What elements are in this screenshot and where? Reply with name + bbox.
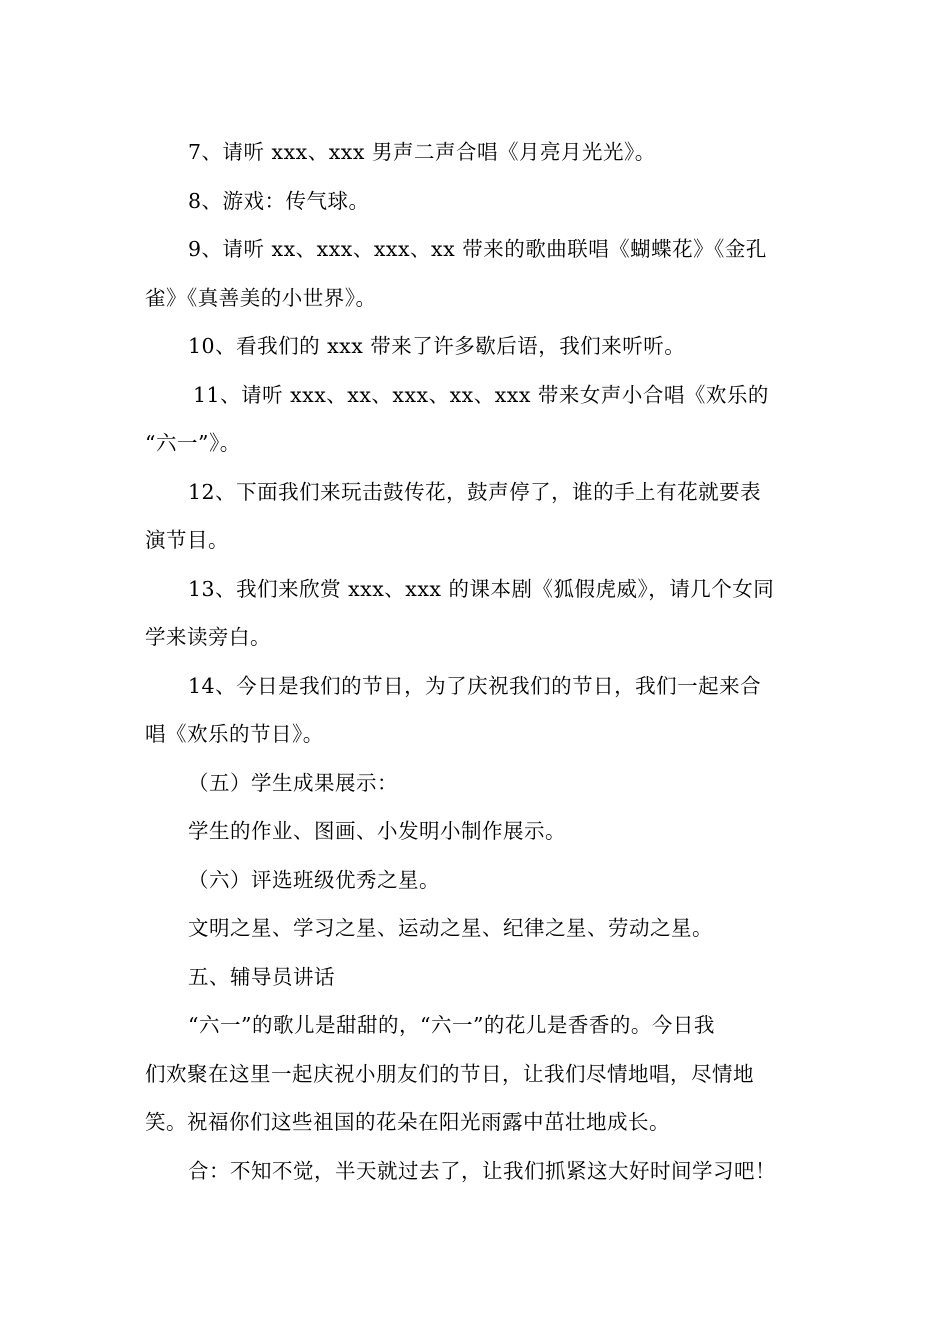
document-body <box>145 128 810 1195</box>
item-10: 10、看我们的 xxx 带来了许多歇后语，我们来听听。 <box>188 334 686 358</box>
closing-line: 合：不知不觉，半天就过去了，让我们抓紧这大好时间学习吧！ <box>188 1158 776 1183</box>
section-five-text: 学生的作业、图画、小发明小制作展示。 <box>188 819 566 843</box>
item-9-line-2: 雀》《真善美的小世界》。 <box>145 285 377 310</box>
item-13-line-2: 学来读旁白。 <box>145 625 271 649</box>
speech-heading: 五、辅导员讲话 <box>188 964 335 989</box>
item-13-line-1: 13、我们来欣赏 xxx、xxx 的课本剧《狐假虎威》，请几个女同 <box>188 576 775 601</box>
item-11-line-2: “六一”》。 <box>145 431 241 455</box>
section-five-heading: （五）学生成果展示： <box>188 770 398 795</box>
item-12-line-1: 12、下面我们来玩击鼓传花，鼓声停了，谁的手上有花就要表 <box>188 479 762 504</box>
item-9-line-1: 9、请听 xx、xxx、xxx、xx 带来的歌曲联唱《蝴蝶花》《金孔 <box>188 237 767 261</box>
speech-line-3: 笑。祝福你们这些祖国的花朵在阳光雨露中茁壮地成长。 <box>145 1110 670 1134</box>
item-14-line-1: 14、今日是我们的节日，为了庆祝我们的节日，我们一起来合 <box>188 673 762 698</box>
item-14-line-2: 唱《欢乐的节日》。 <box>145 722 324 746</box>
speech-line-2: 们欢聚在这里一起庆祝小朋友们的节日，让我们尽情地唱，尽情地 <box>145 1061 754 1086</box>
section-six-heading: （六）评选班级优秀之星。 <box>188 867 440 892</box>
speech-line-1: “六一”的歌儿是甜甜的，“六一”的花儿是香香的。今日我 <box>188 1013 715 1037</box>
item-12-line-2: 演节目。 <box>145 528 229 552</box>
item-7: 7、请听 xxx、xxx 男声二声合唱《月亮月光光》。 <box>188 140 656 164</box>
section-six-text: 文明之星、学习之星、运动之星、纪律之星、劳动之星。 <box>188 916 713 940</box>
item-11-line-1: 11、请听 xxx、xx、xxx、xx、xxx 带来女声小合唱《欢乐的 <box>193 382 769 407</box>
item-8: 8、游戏：传气球。 <box>188 188 370 213</box>
